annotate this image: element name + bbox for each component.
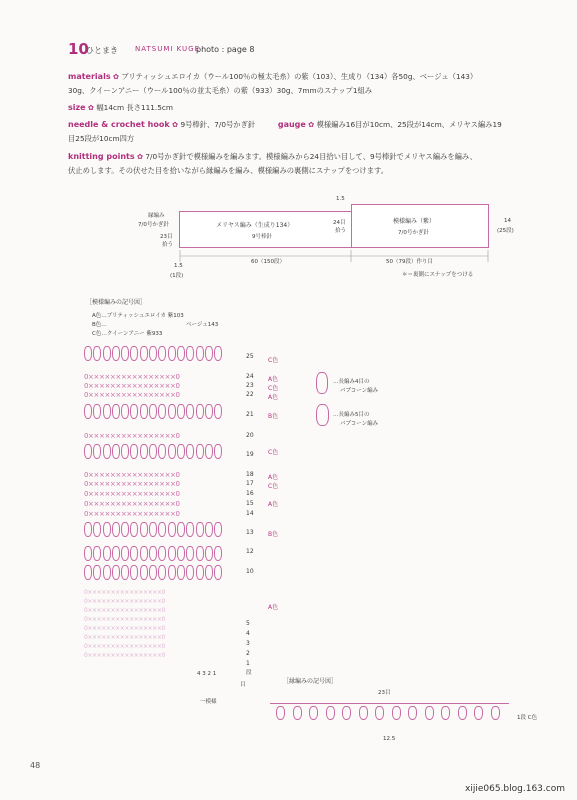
materials-line-2: 30g、クイーンアニー（ウール100％の並太毛糸）の紫（933）30g、7mmのスナップ1組み [68, 86, 373, 95]
popcorn-stitch-icon [441, 706, 450, 720]
flower-icon: ✿ [87, 103, 95, 112]
row-num: 16 [246, 490, 254, 497]
popcorn-stitch-icon [158, 522, 166, 537]
row-num: 3 [246, 640, 250, 647]
color-label: A色 [268, 394, 279, 401]
gauge-line-2: 目25段が10cm四方 [68, 134, 135, 143]
gauge-text: 模様編み16目が10cm、25段が14cm、メリヤス編み19 [316, 120, 502, 129]
popcorn-stitch-icon [103, 565, 111, 580]
popcorn-stitch-icon [342, 706, 351, 720]
popcorn-stitch-icon [474, 706, 483, 720]
popcorn-stitch-icon [84, 522, 92, 537]
chart-row-16: 0××××××××××××××××0 [84, 490, 180, 498]
popcorn-stitch-icon [205, 546, 213, 561]
stockinette-section [179, 211, 353, 248]
popcorn-stitch-icon [158, 546, 166, 561]
row-num: 15 [246, 500, 254, 507]
schem-edge-hook: 7/0号かぎ針 [138, 222, 169, 228]
legend-2a: …長編み5目の [333, 412, 370, 418]
chart-row-24: 0××××××××××××××××0 [84, 373, 180, 381]
row-num: 13 [246, 529, 254, 536]
popcorn-stitch-icon [196, 522, 204, 537]
popcorn-stitch-icon [130, 444, 138, 459]
popcorn-stitch-icon [158, 565, 166, 580]
popcorn-stitch-icon [186, 444, 194, 459]
row-num: 2 [246, 650, 250, 657]
schem-pick24b: 拾う [335, 228, 347, 234]
popcorn-4-icon [316, 372, 328, 394]
chart-row-13 [84, 522, 232, 538]
chart-row-14: 0××××××××××××××××0 [84, 510, 180, 518]
size-label: size [68, 103, 86, 112]
footer-url: xijie065.blog.163.com [465, 784, 565, 794]
needle-text: 9号棒針、7/0号かぎ針 [180, 120, 256, 129]
popcorn-stitch-icon [168, 565, 176, 580]
schem-stock-needle: 9号棒針 [252, 234, 272, 240]
color-label: A色 [268, 376, 279, 383]
popcorn-stitch-icon [112, 444, 120, 459]
popcorn-stitch-icon [130, 346, 138, 361]
edging-diagram [270, 703, 509, 730]
popcorn-stitch-icon [309, 706, 318, 720]
popcorn-stitch-icon [130, 404, 138, 419]
schem-pick24: 24目 [333, 220, 346, 226]
popcorn-stitch-icon [93, 404, 101, 419]
size-text: 幅14cm 長さ111.5cm [96, 103, 173, 112]
popcorn-stitch-icon [84, 546, 92, 561]
row-num: 25 [246, 353, 254, 360]
flower-icon: ✿ [136, 152, 144, 161]
popcorn-stitch-icon [205, 565, 213, 580]
row-num: 20 [246, 432, 254, 439]
popcorn-stitch-icon [425, 706, 434, 720]
popcorn-stitch-icon [359, 706, 368, 720]
popcorn-stitch-icon [84, 565, 92, 580]
schem-height: 14 [504, 218, 511, 224]
color-label: C色 [268, 449, 279, 456]
popcorn-stitch-icon [112, 404, 120, 419]
popcorn-stitch-icon [375, 706, 384, 720]
popcorn-stitch-icon [84, 404, 92, 419]
popcorn-stitch-icon [140, 546, 148, 561]
legend-1b: パプコーン編み [340, 388, 379, 394]
popcorn-stitch-icon [93, 565, 101, 580]
popcorn-stitch-icon [103, 546, 111, 561]
chart-row-20: 0××××××××××××××××0 [84, 432, 180, 440]
repeat-label: 一模様 [200, 699, 217, 705]
popcorn-stitch-icon [140, 404, 148, 419]
bottom-me: 目 [240, 682, 246, 688]
popcorn-stitch-icon [205, 444, 213, 459]
schem-pattern-label: 模様編み（紫） [393, 218, 436, 225]
popcorn-stitch-icon [177, 444, 185, 459]
chart-row-15: 0××××××××××××××××0 [84, 500, 180, 508]
row-num: 21 [246, 411, 254, 418]
row-num: 1 [246, 660, 250, 667]
schem-edge-pick: 拾う [162, 242, 174, 248]
popcorn-stitch-icon [168, 346, 176, 361]
schem-left-15b: (1段) [170, 273, 184, 279]
popcorn-stitch-icon [112, 522, 120, 537]
row-num: 14 [246, 510, 254, 517]
popcorn-stitch-icon [196, 546, 204, 561]
popcorn-stitch-icon [84, 346, 92, 361]
popcorn-stitch-icon [93, 346, 101, 361]
popcorn-stitch-icon [186, 522, 194, 537]
schem-len50: 50（79段）作り目 [386, 259, 433, 265]
row-num: 19 [246, 451, 254, 458]
points-text-1: 7/0号かぎ針で模様編みを編みます。模様編みから24目拾い目して、9号棒針でメリヤス編みを編み、 [145, 152, 477, 161]
color-b: B色… [92, 322, 107, 328]
popcorn-stitch-icon [168, 546, 176, 561]
popcorn-stitch-icon [140, 565, 148, 580]
popcorn-stitch-icon [84, 444, 92, 459]
popcorn-stitch-icon [103, 444, 111, 459]
popcorn-stitch-icon [130, 565, 138, 580]
color-label: A色 [268, 501, 279, 508]
popcorn-stitch-icon [214, 522, 222, 537]
popcorn-stitch-icon [177, 404, 185, 419]
chart-title: ［模様編みの記号図］ [86, 299, 147, 306]
popcorn-5-icon [316, 404, 329, 426]
popcorn-stitch-icon [214, 346, 222, 361]
popcorn-stitch-icon [177, 346, 185, 361]
chart-row-23: 0××××××××××××××××0 [84, 382, 180, 390]
popcorn-stitch-icon [149, 444, 157, 459]
chart-row-21 [84, 404, 232, 420]
popcorn-stitch-icon [121, 522, 129, 537]
color-label: A色 [268, 604, 279, 611]
popcorn-stitch-icon [491, 706, 500, 720]
row-num: 10 [246, 568, 254, 575]
schem-stock-label: メリヤス編み（生成り134） [216, 222, 294, 229]
edging-note: 1段 C色 [517, 715, 538, 721]
popcorn-stitch-icon [196, 346, 204, 361]
row-num: 5 [246, 620, 250, 627]
materials-text-1: ブリティッシュエロイカ（ウール100％の極太毛糸）の紫（103）、生成り（134）各50g、ベージュ（143） [121, 72, 478, 81]
chart-row-18: 0××××××××××××××××0 [84, 471, 180, 479]
row-num: 12 [246, 548, 254, 555]
color-label: C色 [268, 357, 279, 364]
popcorn-stitch-icon [177, 565, 185, 580]
color-label: B色 [268, 413, 279, 420]
pattern-section [351, 204, 489, 248]
color-c: C色…クイーンアニー 紫933 [92, 331, 163, 337]
popcorn-stitch-icon [214, 444, 222, 459]
popcorn-stitch-icon [93, 444, 101, 459]
popcorn-stitch-icon [186, 404, 194, 419]
color-b-value: ベージュ143 [186, 322, 219, 328]
pattern-name: ひとまき [86, 46, 118, 55]
popcorn-stitch-icon [205, 404, 213, 419]
popcorn-stitch-icon [158, 346, 166, 361]
popcorn-stitch-icon [186, 346, 194, 361]
popcorn-stitch-icon [112, 346, 120, 361]
schem-dimension-lines [176, 250, 496, 262]
row-num: 4 [246, 630, 250, 637]
popcorn-stitch-icon [205, 346, 213, 361]
popcorn-stitch-icon [177, 546, 185, 561]
designer-name: NATSUMI KUGE [135, 45, 201, 53]
photo-reference: photo : page 8 [196, 45, 255, 54]
needle-line [68, 120, 502, 130]
chart-row-19 [84, 444, 232, 460]
flower-icon: ✿ [112, 72, 120, 81]
page-number: 48 [30, 761, 41, 770]
schem-snap-note: ＊＝裏側にスナップをつける [402, 272, 474, 278]
color-label: C色 [268, 385, 279, 392]
color-label: C色 [268, 483, 279, 490]
bottom-numbers: 4 3 2 1 [197, 671, 217, 677]
schem-height-rows: (25段) [497, 228, 514, 234]
popcorn-stitch-icon [392, 706, 401, 720]
popcorn-stitch-icon [103, 404, 111, 419]
materials-label: materials [68, 72, 111, 81]
popcorn-stitch-icon [168, 444, 176, 459]
bottom-dan: 段 [246, 670, 252, 676]
popcorn-stitch-icon [293, 706, 302, 720]
popcorn-stitch-icon [149, 522, 157, 537]
popcorn-stitch-icon [408, 706, 417, 720]
popcorn-stitch-icon [103, 522, 111, 537]
size-line [68, 103, 173, 113]
schem-top-15: 1.5 [336, 196, 345, 202]
chart-row-25 [84, 346, 232, 362]
gauge-label: gauge [277, 120, 306, 129]
schem-edge-label: 縁編み [148, 213, 165, 219]
points-label: knitting points [68, 152, 135, 161]
row-num: 24 [246, 373, 254, 380]
popcorn-stitch-icon [205, 522, 213, 537]
row-num: 22 [246, 391, 254, 398]
popcorn-stitch-icon [214, 546, 222, 561]
popcorn-stitch-icon [458, 706, 467, 720]
popcorn-stitch-icon [177, 522, 185, 537]
popcorn-stitch-icon [93, 522, 101, 537]
color-label: A色 [268, 474, 279, 481]
popcorn-stitch-icon [121, 346, 129, 361]
points-line-1 [68, 152, 477, 162]
chart-row-17: 0××××××××××××××××0 [84, 480, 180, 488]
pattern-number: 10 [68, 40, 89, 58]
schem-pattern-hook: 7/0号かぎ針 [398, 230, 429, 236]
popcorn-stitch-icon [121, 404, 129, 419]
edging-stitches: 23目 [378, 690, 391, 696]
row-num: 18 [246, 471, 254, 478]
popcorn-stitch-icon [130, 546, 138, 561]
popcorn-stitch-icon [276, 706, 285, 720]
popcorn-stitch-icon [186, 546, 194, 561]
popcorn-stitch-icon [149, 565, 157, 580]
flower-icon: ✿ [308, 120, 315, 129]
edging-width: 12.5 [383, 736, 396, 742]
popcorn-stitch-icon [140, 346, 148, 361]
popcorn-stitch-icon [196, 444, 204, 459]
popcorn-stitch-icon [149, 546, 157, 561]
popcorn-stitch-icon [196, 404, 204, 419]
popcorn-stitch-icon [140, 444, 148, 459]
materials-line-1 [68, 72, 477, 82]
popcorn-stitch-icon [168, 522, 176, 537]
popcorn-stitch-icon [158, 404, 166, 419]
popcorn-stitch-icon [121, 444, 129, 459]
popcorn-stitch-icon [112, 546, 120, 561]
chart-row-22: 0××××××××××××××××0 [84, 391, 180, 399]
legend-2b: パプコーン編み [340, 421, 379, 427]
popcorn-stitch-icon [149, 346, 157, 361]
popcorn-stitch-icon [103, 346, 111, 361]
chart-row-block: 0××××××××××××××××0 0××××××××××××××××0 0××××××××××××××××0 0××××××××××××××××0 0××××××××××××××××0 0××××××××××××××××0 0××××××××××××××××0 0××××××××××××××××0 [84, 589, 165, 659]
popcorn-stitch-icon [168, 404, 176, 419]
color-a: A色…ブリティッシュエロイカ 紫103 [92, 313, 184, 319]
needle-label: needle & crochet hook [68, 120, 170, 129]
popcorn-stitch-icon [196, 565, 204, 580]
row-num: 23 [246, 382, 254, 389]
schem-left-15: 1.5 [174, 263, 183, 269]
popcorn-stitch-icon [214, 404, 222, 419]
popcorn-stitch-icon [214, 565, 222, 580]
flower-icon: ✿ [171, 120, 179, 129]
points-line-2: 伏止めします。その伏せた目を拾いながら縁編みを編み、模様編みの裏側にスナップをつけます。 [68, 166, 389, 175]
popcorn-stitch-icon [186, 565, 194, 580]
popcorn-stitch-icon [93, 546, 101, 561]
popcorn-stitch-icon [326, 706, 335, 720]
row-num: 17 [246, 480, 254, 487]
chart-row-10 [84, 565, 232, 581]
popcorn-stitch-icon [130, 522, 138, 537]
legend-1a: …長編み4目の [333, 379, 370, 385]
popcorn-stitch-icon [140, 522, 148, 537]
schem-edge-23: 23目 [160, 234, 173, 240]
popcorn-stitch-icon [149, 404, 157, 419]
popcorn-stitch-icon [112, 565, 120, 580]
popcorn-stitch-icon [121, 565, 129, 580]
color-label: B色 [268, 531, 279, 538]
popcorn-stitch-icon [158, 444, 166, 459]
schem-len60: 60（150段） [251, 259, 285, 265]
chart-row-12 [84, 546, 232, 562]
popcorn-stitch-icon [121, 546, 129, 561]
edging-title: ［縁編みの記号図］ [283, 678, 338, 685]
